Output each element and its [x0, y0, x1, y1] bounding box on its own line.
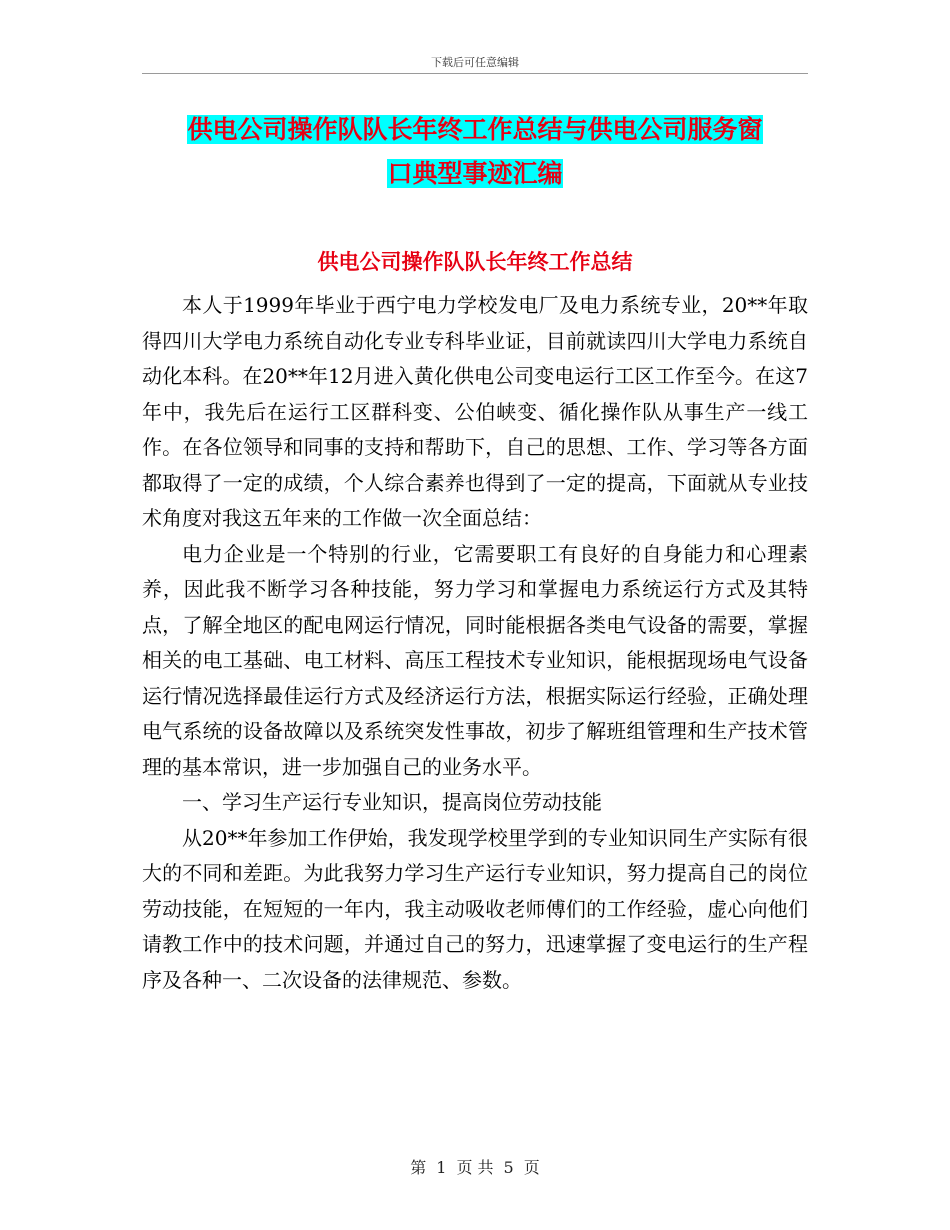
- document-title-line1: [142, 106, 808, 154]
- subheading-1: 一、学习生产运行专业知识，提高岗位劳动技能: [182, 790, 602, 814]
- header-note: 下载后可任意编辑: [431, 56, 519, 69]
- document-body: [142, 288, 808, 998]
- header-divider: [142, 73, 808, 74]
- footer-current-page: 1: [436, 1158, 447, 1177]
- footer-label-page: 第: [410, 1158, 427, 1177]
- paragraph-learning: 从20**年参加工作伊始，我发现学校里学到的专业知识同生产实际有很大的不同和差距。为此我努力学习生产运行专业知识，努力提高自己的岗位劳动技能，在短短的一年内，我主动吸收老师傅们的工作经验，虚心向他们请教工作中的技术问题，并通过自己的努力，迅速掌握了变电运行的生产程序及各种一、二次设备的法律规范、参数。: [142, 825, 808, 992]
- footer-total-pages: 5: [503, 1158, 514, 1177]
- paragraph-industry: 电力企业是一个特别的行业，它需要职工有良好的自身能力和心理素养，因此我不断学习各种技能，努力学习和掌握电力系统运行方式及其特点，了解全地区的配电网运行情况，同时能根据各类电气设备的需要，掌握相关的电工基础、电工材料、高压工程技术专业知识，能根据现场电气设备运行情况选择最佳运行方式及经济运行方法，根据实际运行经验，正确处理电气系统的设备故障以及系统突发性事故，初步了解班组管理和生产技术管理的基本常识，进一步加强自己的业务水平。: [142, 541, 808, 779]
- title-line1-text: 供电公司操作队队长年终工作总结与供电公司服务窗: [187, 115, 763, 144]
- title-line2-text: 口典型事迹汇编: [387, 159, 563, 188]
- paragraph-intro: 本人于1999年毕业于西宁电力学校发电厂及电力系统专业，20**年取得四川大学电力系统自动化专业专科毕业证，目前就读四川大学电力系统自动化本科。在20**年12月进入黄化供电公司变电运行工区工作至今。在这7年中，我先后在运行工区群科变、公伯峡变、循化操作队从事生产一线工作。在各位领导和同事的支持和帮助下，自己的思想、工作、学习等各方面都取得了一定的成绩，个人综合素养也得到了一定的提高，下面就从专业技术角度对我这五年来的工作做一次全面总结：: [142, 293, 808, 530]
- document-title-line2: [142, 150, 808, 198]
- page-footer: [0, 1155, 950, 1178]
- section-title: 供电公司操作队队长年终工作总结: [317, 249, 633, 274]
- footer-label-of: 页 共: [456, 1158, 494, 1177]
- footer-label-end: 页: [523, 1158, 540, 1177]
